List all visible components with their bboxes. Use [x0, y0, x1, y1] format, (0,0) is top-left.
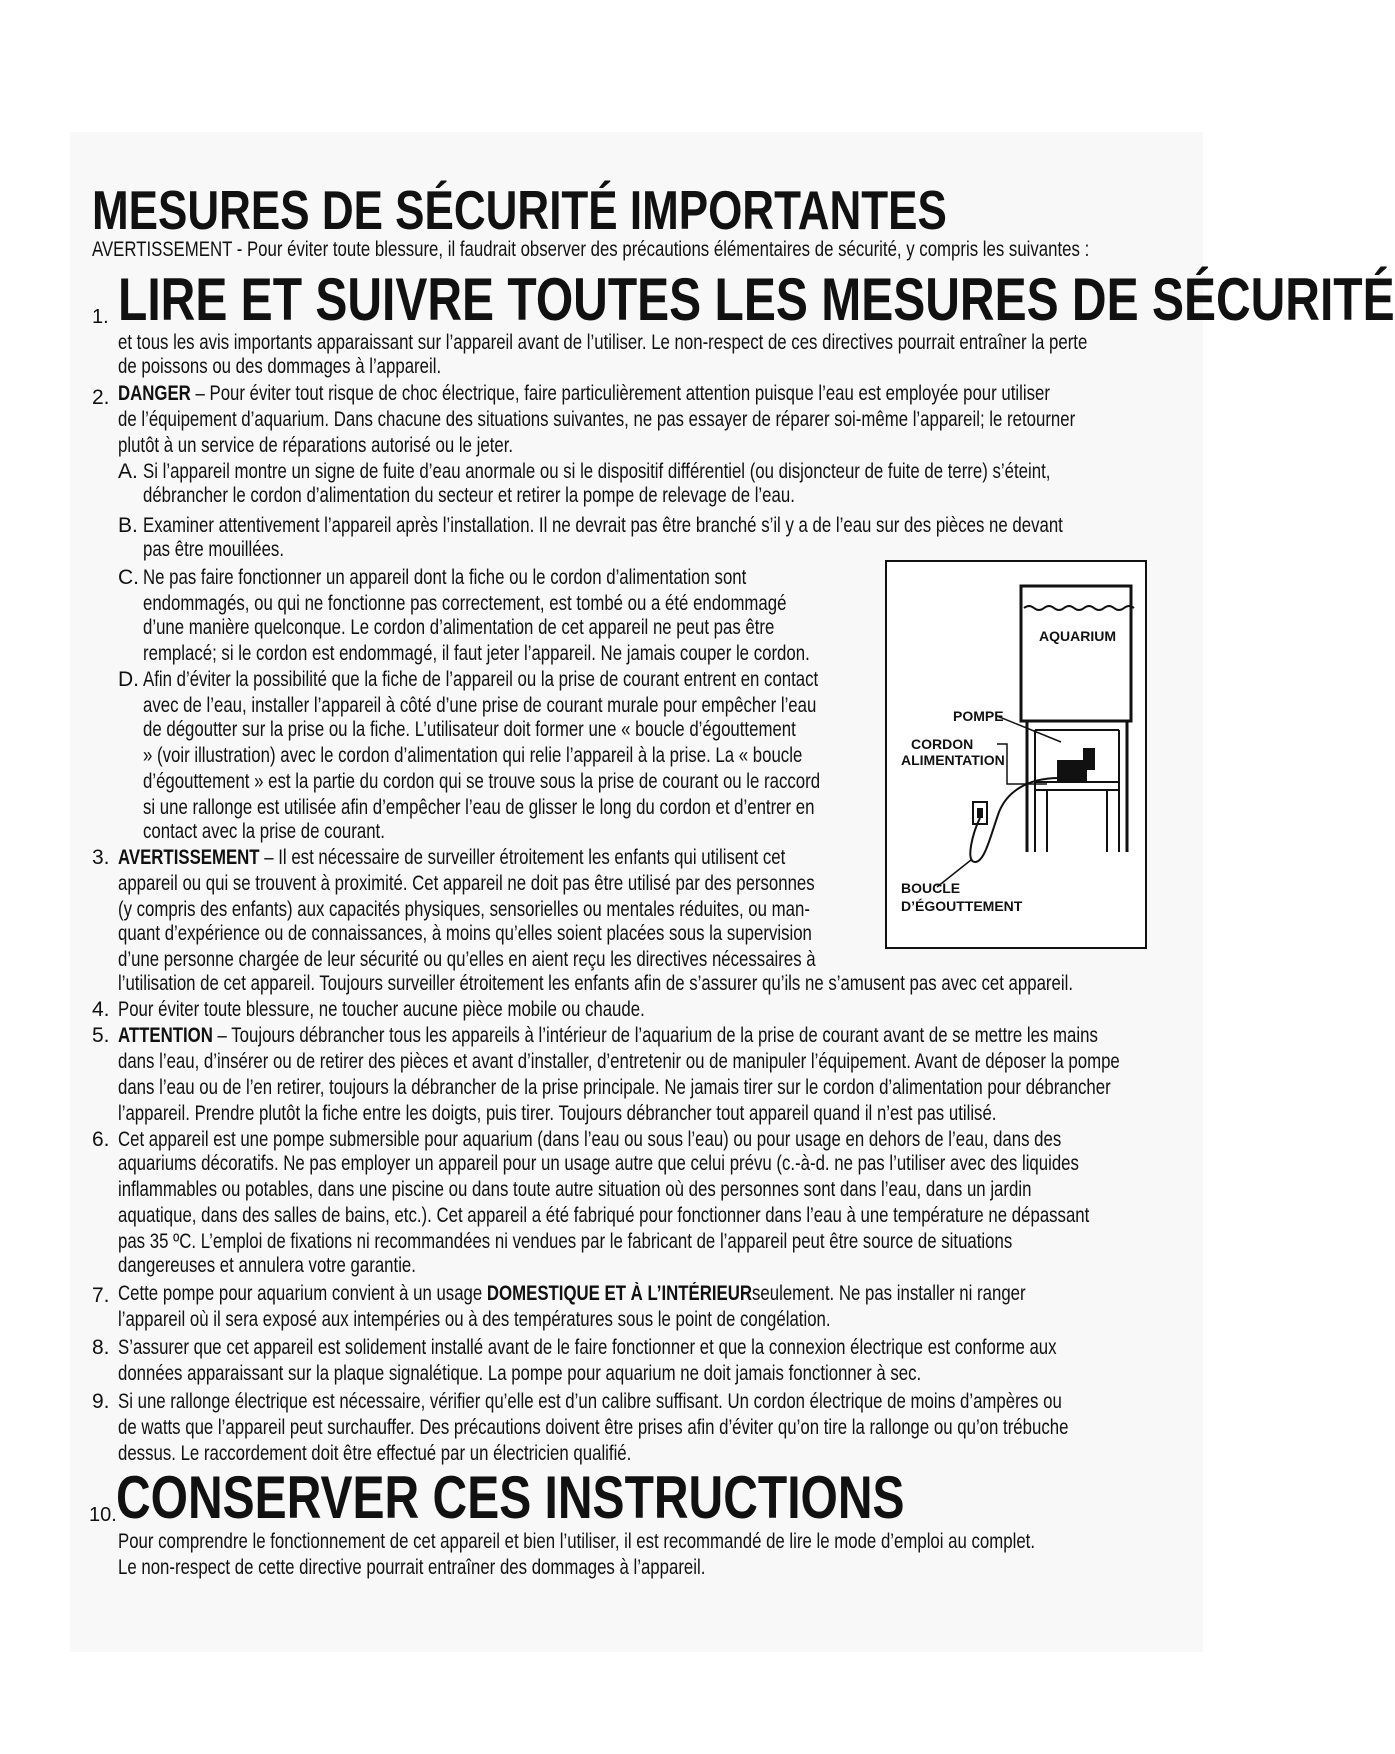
item-7-first-line	[118, 1282, 1026, 1306]
item-2d-line: Afin d’éviter la possibilité que la fiche de l’appareil ou la prise de courant entrent en contact	[143, 668, 819, 691]
item-10-number: 10.	[89, 1504, 117, 1526]
item-5-first-line	[118, 1024, 1098, 1048]
item-10-line: Pour comprendre le fonctionnement de cet appareil et bien l’utiliser, il est recommandé de lire le mode d’emploi au complet.	[118, 1530, 1036, 1553]
shelf-legs	[1047, 790, 1107, 852]
item-3-first-text: – Il est nécessaire de surveiller étroitement les enfants qui utilisent cet	[259, 846, 786, 869]
item-2-first-line	[118, 382, 1050, 406]
item-2c-line: endommagés, ou qui ne fonctionne pas correctement, est tombé ou a été endommagé	[143, 592, 787, 615]
item-2c-line: d’une manière quelconque. Le cordon d’alimentation de cet appareil ne peut pas être	[143, 616, 775, 639]
item-2b-line: Examiner attentivement l’appareil après l’installation. Il ne devrait pas être branché s’il y a de l’eau sur des pièces ne devant	[143, 514, 1063, 537]
item-8-number: 8.	[92, 1336, 110, 1359]
item-4-number: 4.	[92, 998, 110, 1021]
item-9-line: de watts que l’appareil peut surchauffer. Des précautions doivent être prises afin d’éviter qu’on tire la rallonge ou qu’on trébuche	[118, 1416, 1069, 1439]
item-5-line: l’appareil. Prendre plutôt la fiche entre les doigts, puis tirer. Toujours débrancher tout appareil quand il n’est pas utilisé.	[118, 1102, 997, 1125]
item-2-line: plutôt à un service de réparations autorisé ou le jeter.	[118, 434, 514, 457]
item-6-line: aquatique, dans des salles de bains, etc.). Cet appareil a été fabriqué pour fonctionner dans l’eau à une température ne dépassant	[118, 1204, 1090, 1227]
item-1-line: et tous les avis importants apparaissant sur l’appareil avant de l’utiliser. Le non-respect de ces directives pourrait entraîner la perte	[118, 331, 1088, 354]
item-2c-line: Ne pas faire fonctionner un appareil dont la fiche ou le cordon d’alimentation sont	[143, 566, 747, 589]
item-2c-letter: C.	[118, 566, 139, 589]
item-1-heading: LIRE ET SUIVRE TOUTES LES MESURES DE SÉCURITÉ	[118, 266, 1395, 333]
shelf	[1035, 782, 1119, 790]
pump-body	[1057, 760, 1087, 782]
item-2-first-text: – Pour éviter tout risque de choc électrique, faire particulièrement attention puisque l’eau est employée pour utiliser	[190, 382, 1050, 405]
item-2d-line: d’égouttement » est la partie du cordon qui se trouve sous la prise de courant ou le raccord	[143, 770, 821, 793]
item-2a-line: débrancher le cordon d’alimentation du secteur et retirer la pompe de relevage de l’eau.	[143, 484, 795, 507]
item-1-number: 1.	[92, 306, 109, 328]
item-5-lead: ATTENTION	[118, 1024, 213, 1047]
pump-outlet	[1083, 748, 1095, 770]
item-6-line: pas 35 ºC. L’emploi de fixations ni recommandées ni vendues par le fabricant de l’appareil peut être source de situations	[118, 1230, 1013, 1253]
plug	[977, 808, 983, 818]
item-2d-line: » (voir illustration) avec le cordon d’alimentation qui relie l’appareil à la prise. La « boucle	[143, 744, 803, 767]
item-3-number: 3.	[92, 846, 110, 869]
item-3-line: l’utilisation de cet appareil. Toujours surveiller étroitement les enfants afin de s’assurer qu’ils ne s’amusent pas avec cet appareil.	[118, 972, 1073, 995]
item-2-number: 2.	[92, 386, 110, 409]
item-1-line: de poissons ou des dommages à l’appareil.	[118, 355, 442, 378]
label-boucle: BOUCLE	[901, 880, 961, 896]
item-3-lead: AVERTISSEMENT	[118, 846, 260, 869]
item-6-number: 6.	[92, 1128, 110, 1151]
item-2d-line: contact avec la prise de courant.	[143, 820, 385, 843]
item-2a-line: Si l’appareil montre un signe de fuite d’eau anormale ou si le dispositif différentiel (ou disjoncteur de fuite de terre) s’éteint,	[143, 460, 1051, 483]
item-5-line: dans l’eau, d’insérer ou de retirer des pièces et avant d’installer, d’entretenir ou de manipuler l’équipement. Avant de déposer la pompe	[118, 1050, 1120, 1073]
item-2b-line: pas être mouillées.	[143, 538, 285, 561]
item-3-line: (y compris des enfants) aux capacités physiques, sensorielles ou mentales réduites, ou man-	[118, 898, 810, 921]
page-title: MESURES DE SÉCURITÉ IMPORTANTES	[92, 179, 947, 241]
item-6-line: dangereuses et annulera votre garantie.	[118, 1254, 416, 1277]
item-2-line: de l’équipement d’aquarium. Dans chacune des situations suivantes, ne pas essayer de réparer soi-même l’appareil; le retourner	[118, 408, 1076, 431]
label-alimentation: ALIMENTATION	[901, 752, 1005, 768]
drip-loop-diagram	[885, 560, 1147, 949]
item-4-line: Pour éviter toute blessure, ne toucher aucune pièce mobile ou chaude.	[118, 998, 645, 1021]
item-7-line: l’appareil où il sera exposé aux intempéries ou à des températures sous le point de congélation.	[118, 1308, 831, 1331]
item-8-line: données apparaissant sur la plaque signalétique. La pompe pour aquarium ne doit jamais fonctionner à sec.	[118, 1362, 922, 1385]
item-7-text-after: seulement. Ne pas installer ni ranger	[752, 1282, 1026, 1305]
label-pompe: POMPE	[953, 708, 1004, 724]
item-6-line: aquariums décoratifs. Ne pas employer un appareil pour un usage autre que celui prévu (c.-à-d. ne pas l’utiliser avec des liquides	[118, 1152, 1079, 1175]
item-3-line: quant d’expérience ou de connaissances, à moins qu’elles soient placées sous la supervision	[118, 922, 812, 945]
item-5-number: 5.	[92, 1024, 110, 1047]
item-9-number: 9.	[92, 1390, 110, 1413]
item-7-bold: DOMESTIQUE ET À L’INTÉRIEUR	[486, 1282, 752, 1305]
warning-intro: AVERTISSEMENT - Pour éviter toute blessure, il faudrait observer des précautions élémentaires de sécurité, y compris les suivantes :	[92, 238, 1090, 261]
item-9-line: Si une rallonge électrique est nécessaire, vérifier qu’elle est d’un calibre suffisant. Un cordon électrique de moins d’ampères ou	[118, 1390, 1062, 1413]
item-6-line: inflammables ou potables, dans une piscine ou dans toute autre situation où des personnes sont dans l’eau, dans un jardin	[118, 1178, 1032, 1201]
item-2d-line: de dégoutter sur la prise ou la fiche. L’utilisateur doit former une « boucle d’égouttement	[143, 718, 796, 741]
label-aquarium: AQUARIUM	[1039, 628, 1116, 644]
label-cordon: CORDON	[911, 736, 974, 752]
item-7-text-before: Cette pompe pour aquarium convient à un usage	[118, 1282, 487, 1305]
item-10-heading: CONSERVER CES INSTRUCTIONS	[116, 1464, 905, 1531]
item-3-line: d’une personne chargée de leur sécurité ou qu’elles en aient reçu les directives nécessaires à	[118, 948, 816, 971]
item-2-lead: DANGER	[118, 382, 191, 405]
item-3-first-line	[118, 846, 785, 870]
item-9-line: dessus. Le raccordement doit être effectué par un électricien qualifié.	[118, 1442, 632, 1465]
item-5-line: dans l’eau ou de l’en retirer, toujours la débrancher de la prise principale. Ne jamais tirer sur le cordon d’alimentation pour débrancher	[118, 1076, 1111, 1099]
item-10-line: Le non-respect de cette directive pourrait entraîner des dommages à l’appareil.	[118, 1556, 706, 1579]
item-7-number: 7.	[92, 1284, 110, 1307]
item-3-line: appareil ou qui se trouvent à proximité. Cet appareil ne doit pas être utilisé par des personnes	[118, 872, 815, 895]
item-2d-line: si une rallonge est utilisée afin d’empêcher l’eau de glisser le long du cordon et d’entrer en	[143, 796, 815, 819]
item-5-first-text: – Toujours débrancher tous les appareils à l’intérieur de l’aquarium de la prise de courant avant de se mettre les mains	[212, 1024, 1098, 1047]
item-6-line: Cet appareil est une pompe submersible pour aquarium (dans l’eau ou sous l’eau) ou pour usage en dehors de l’eau, dans des	[118, 1128, 1062, 1151]
item-8-line: S’assurer que cet appareil est solidement installé avant de le faire fonctionner et que la connexion électrique est conforme aux	[118, 1336, 1057, 1359]
label-egouttement: D’ÉGOUTTEMENT	[901, 898, 1023, 914]
item-2b-letter: B.	[118, 514, 138, 537]
item-2d-line: avec de l’eau, installer l’appareil à côté d’une prise de courant murale pour empêcher l’eau	[143, 694, 817, 717]
item-2a-letter: A.	[118, 460, 138, 483]
item-2c-line: remplacé; si le cordon est endommagé, il faut jeter l’appareil. Ne jamais couper le cordon.	[143, 642, 810, 665]
aquarium-tank	[1021, 586, 1131, 721]
item-2d-letter: D.	[118, 668, 139, 691]
